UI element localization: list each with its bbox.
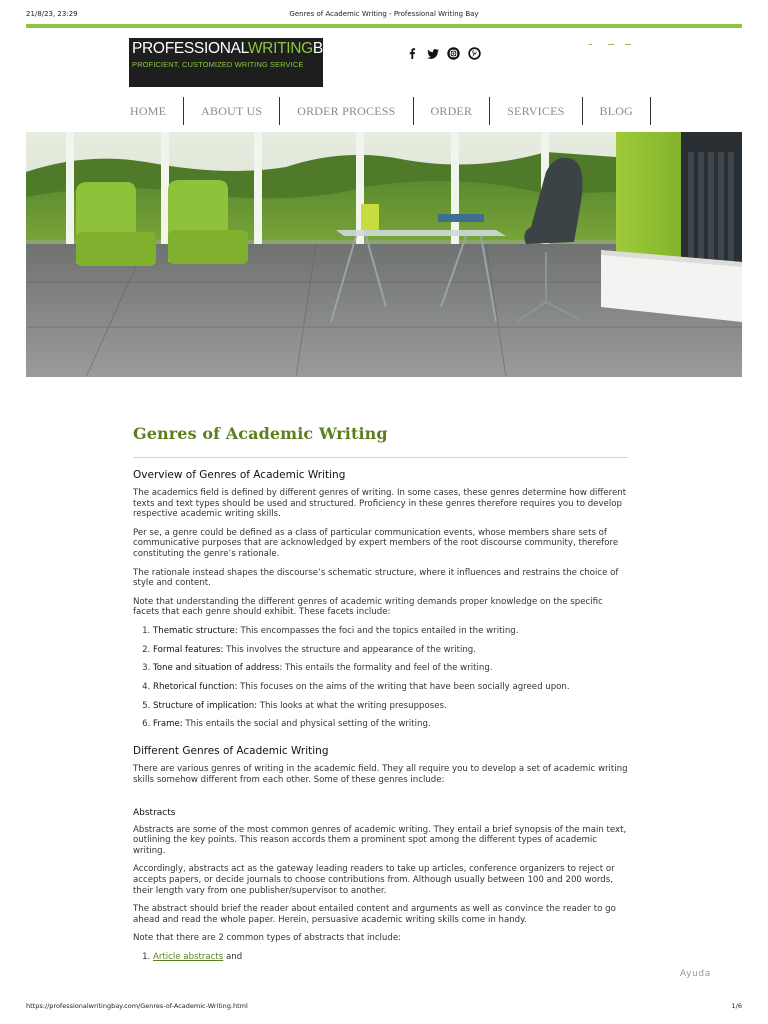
title-divider [133, 457, 628, 458]
twitter-icon[interactable] [426, 47, 439, 60]
instagram-icon[interactable] [447, 47, 460, 60]
list-item: 1. Thematic structure: This encompasses the foci and the topics entailed in the writing. [153, 626, 628, 636]
article-content [133, 424, 628, 971]
abstract-types-list [153, 952, 628, 962]
list-item: 6. Frame: This entails the social and physical setting of the writing. [153, 719, 628, 729]
list-item: 3. Tone and situation of address: This entails the formality and feel of the writing. [153, 663, 628, 673]
facets-list [153, 626, 628, 729]
print-datetime: 21/8/23, 23:29 [26, 10, 78, 18]
list-item: 2. Formal features: This involves the structure and appearance of the writing. [153, 645, 628, 655]
section-heading-genres: Different Genres of Academic Writing [133, 745, 329, 758]
nav-item-home[interactable]: HOME [122, 97, 184, 125]
nav-item-about-us[interactable]: ABOUT US [184, 97, 280, 125]
paragraph: The rationale instead shapes the discourse’s schematic structure, where it influences and restrains the choice of style and content. [133, 567, 619, 589]
paragraph: Note that understanding the different genres of academic writing demands proper knowledge on the specific facets that each genre should exhibit. These facets include: [133, 596, 603, 618]
paragraph: Abstracts are some of the most common genres of academic writing. They entail a brief synopsis of the main text, outlining the key points. This reason accords them a prominent spot among the different types of academic writing. [133, 824, 627, 856]
list-item: 4. Rhetorical function: This focuses on the aims of the writing that have been socially agreed upon. [153, 682, 628, 692]
section-heading-abstracts: Abstracts [133, 807, 176, 818]
nav-item-blog[interactable]: BLOG [583, 97, 651, 125]
top-accent-bar [26, 24, 742, 28]
paragraph: Note that there are 2 common types of abstracts that include: [133, 933, 402, 944]
hero-office-image [26, 132, 742, 377]
list-item: 5. Structure of implication: This looks at what the writing presupposes. [153, 701, 628, 711]
paragraph: The abstract should brief the reader about entailed content and arguments as well as convince the reader to go ahead and read the whole paper. Herein, persuasive academic writing skills come in handy. [133, 904, 616, 925]
print-footer [26, 1002, 742, 1012]
paragraph: Accordingly, abstracts act as the gateway leading readers to take up articles, conference organizers to reject or accepts papers, or decide journals to choose contributions from. Although usually between 100 and 200 words, their length vary from one publisher/supervisor to another. [133, 864, 615, 896]
logo-wordmark: PROFESSIONALWRITINGBAY [132, 40, 342, 57]
nav-item-services[interactable]: SERVICES [490, 97, 582, 125]
print-header [26, 10, 742, 22]
page-title: Genres of Academic Writing [133, 424, 388, 443]
print-url: https://professionalwritingbay.com/Genres-of-Academic-Writing.html [26, 1002, 248, 1010]
paragraph: Per se, a genre could be defined as a class of particular communication events, whose members share sets of communicative purposes that are acknowledged by expert members of the root discourse community, therefore constituting the genre’s rationale. [133, 527, 619, 559]
paragraph: There are various genres of writing in the academic field. They all require you to develop a set of academic writing skills somehow different from each other. Some of these genres include: [133, 764, 628, 785]
nav-item-order[interactable]: ORDER [414, 97, 491, 125]
logo-tagline: PROFICIENT, CUSTOMIZED WRITING SERVICE [132, 60, 304, 69]
main-nav [122, 97, 651, 125]
social-links [405, 47, 481, 60]
section-heading-overview: Overview of Genres of Academic Writing [133, 469, 346, 481]
print-page-number: 1/6 [731, 1002, 742, 1010]
list-item: 1. Article abstracts and [153, 952, 628, 962]
paragraph: The academics field is defined by different genres of writing. In some cases, these genres determine how different texts and text types should be used and structured. Proficiency in these genres therefore requires you to develop respective academic writing skills. [133, 488, 627, 520]
pinterest-icon[interactable] [468, 47, 481, 60]
print-doc-title: Genres of Academic Writing - Professional Writing Bay [289, 10, 479, 18]
help-widget-label[interactable]: Ayuda [680, 969, 711, 979]
article-abstracts-link[interactable]: Article abstracts [153, 951, 224, 962]
nav-item-order-process[interactable]: ORDER PROCESS [280, 97, 413, 125]
decorative-dashes [585, 38, 635, 46]
site-logo[interactable] [129, 38, 342, 87]
facebook-icon[interactable] [405, 47, 418, 60]
